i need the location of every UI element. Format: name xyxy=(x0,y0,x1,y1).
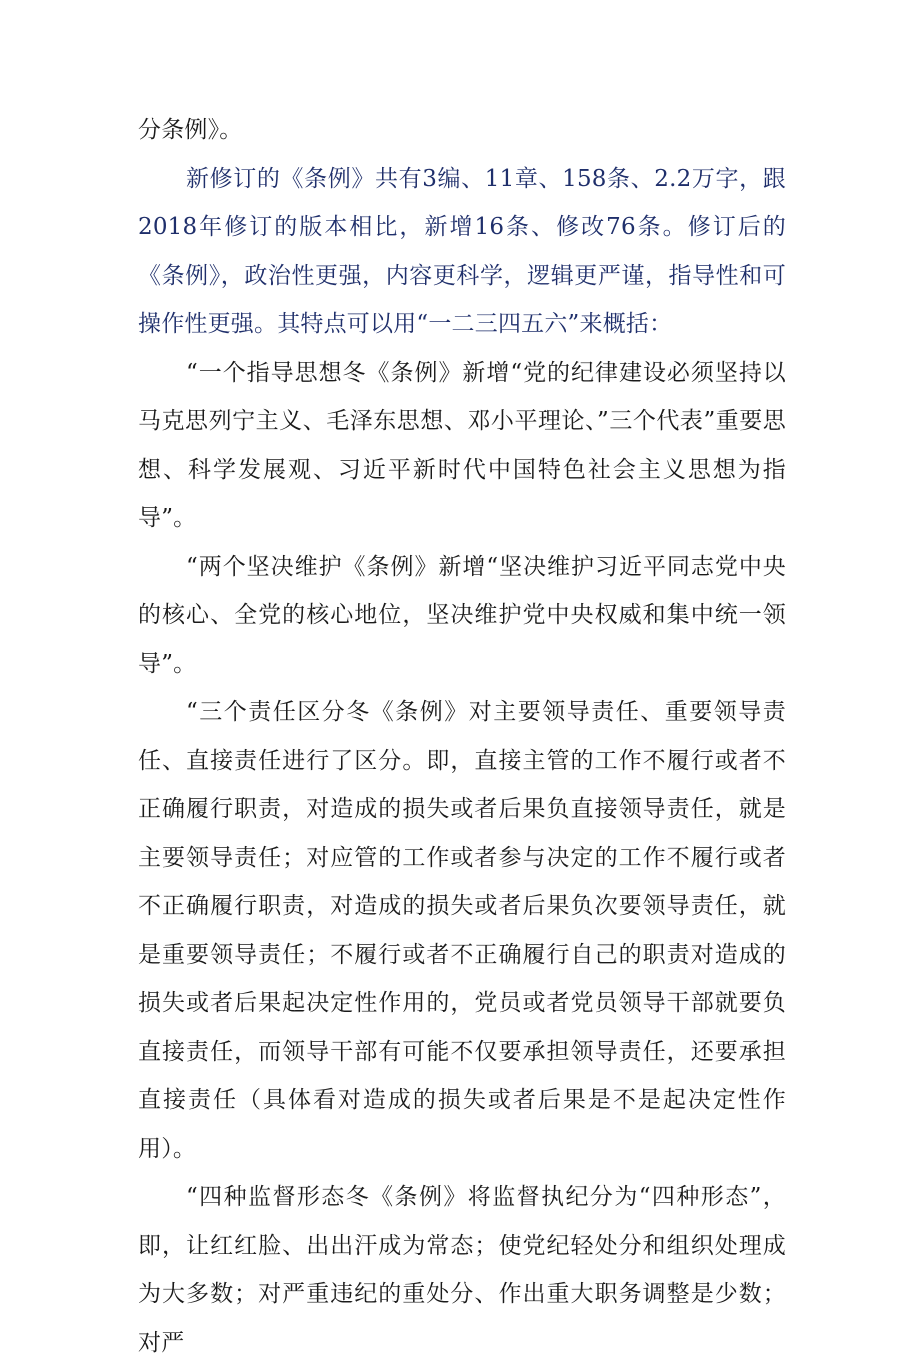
paragraph-3: “一个指导思想冬《条例》新增“党的纪律建设必须坚持以马克思列宁主义、毛泽东思想、邓小平理论、”三个代表”重要思想、科学发展观、习近平新时代中国特色社会主义思想为指导”。 xyxy=(138,359,786,531)
paragraph-5: “三个责任区分冬《条例》对主要领导责任、重要领导责任、直接责任进行了区分。即，直接主管的工作不履行或者不正确履行职责，对造成的损失或者后果负直接领导责任，就是主要领导责任；对应管的工作或者参与决定的工作不履行或者不正确履行职责，对造成的损失或者后果负次要领导责任，就是重要领导责任；不履行或者不正确履行自己的职责对造成的损失或者后果起决定性作用的，党员或者党员领导干部就要负直接责任，而领导干部有可能不仅要承担领导责任，还要承担直接责任（具体看对造成的损失或者后果是不是起决定性作用）。 xyxy=(138,699,786,1162)
paragraph-4: “两个坚决维护《条例》新增“坚决维护习近平同志党中央的核心、全党的核心地位，坚决维护党中央权威和集中统一领导”。 xyxy=(138,553,786,677)
paragraph-2: 新修订的《条例》共有3编、11章、158条、2.2万字，跟2018年修订的版本相比，新增16条、修改76条。修订后的《条例》，政治性更强，内容更科学，逻辑更严谨，指导性和可操作性更强。其特点可以用“一二三四五六”来概括： xyxy=(138,165,786,337)
document-body xyxy=(138,106,786,1367)
paragraph-6: “四种监督形态冬《条例》将监督执纪分为“四种形态”，即，让红红脸、出出汗成为常态；使党纪轻处分和组织处理成为大多数；对严重违纪的重处分、作出重大职务调整是少数；对严 xyxy=(138,1184,786,1356)
paragraph-1: 分条例》。 xyxy=(138,117,243,143)
